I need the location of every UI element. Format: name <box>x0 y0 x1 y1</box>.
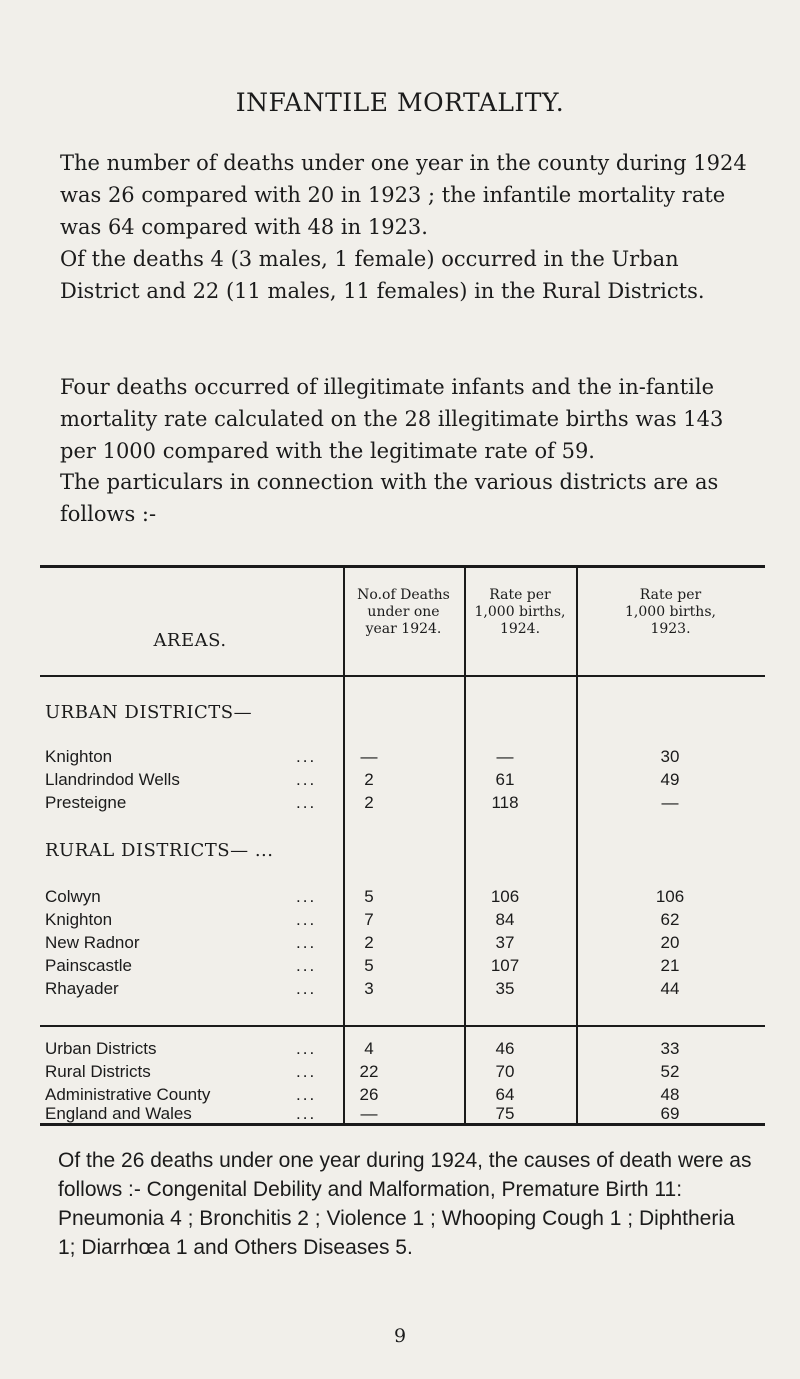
row-rate-1924: 84 <box>495 910 515 929</box>
table-row <box>45 1104 770 1126</box>
page-title: INFANTILE MORTALITY. <box>235 88 565 117</box>
row-deaths: 26 <box>359 1085 379 1104</box>
row-rate-1923: 48 <box>660 1085 680 1104</box>
row-area-name: Knighton <box>45 910 113 929</box>
header-rate-1923 <box>576 587 765 638</box>
row-rate-1923: 62 <box>660 910 680 929</box>
row-area-name: Rhayader <box>45 979 119 998</box>
row-rate-1924: 70 <box>495 1062 515 1081</box>
header-rate-1924 <box>464 587 576 638</box>
row-leader-dots: ... <box>296 793 317 812</box>
row-deaths: 5 <box>364 956 374 975</box>
row-area-name: Knighton <box>45 747 113 766</box>
header-rate-1924-line-3: 1924. <box>499 621 541 637</box>
table-row <box>45 887 770 909</box>
page-number: 9 <box>393 1325 407 1347</box>
header-areas: AREAS. <box>153 630 227 651</box>
row-deaths: 2 <box>364 793 374 812</box>
row-rate-1923: 33 <box>660 1039 680 1058</box>
table-row <box>45 1062 770 1084</box>
header-rate-1923-line-2: 1,000 births, <box>625 604 716 620</box>
row-deaths: — <box>360 747 378 766</box>
row-deaths: 2 <box>364 933 374 952</box>
paragraph-causes-of-death: Of the 26 deaths under one year during 1924, the causes of death were as follows :- Congenital Debility and Malformation, Premature Birth 11: Pneumonia 4 ; Bronchitis 2 ; Violence 1 ; Whooping Cough 1 ; Diphtheria 1; Diarrhœa 1 and Others Diseases 5. <box>58 1149 752 1259</box>
table-row <box>45 747 770 769</box>
row-deaths: 22 <box>359 1062 379 1081</box>
row-rate-1924: 64 <box>495 1085 515 1104</box>
mortality-table <box>40 565 765 1130</box>
row-leader-dots: ... <box>296 1062 317 1081</box>
row-rate-1923: 106 <box>655 887 685 906</box>
table-row <box>45 933 770 955</box>
row-rate-1924: 61 <box>495 770 515 789</box>
row-leader-dots: ... <box>296 770 317 789</box>
header-rate-1923-line-3: 1923. <box>650 621 691 637</box>
row-rate-1923: 20 <box>660 933 680 952</box>
row-rate-1923: 21 <box>660 956 680 975</box>
header-deaths-line-2: under one <box>367 604 440 620</box>
row-rate-1923: 69 <box>660 1104 680 1123</box>
row-deaths: 7 <box>364 910 374 929</box>
row-rate-1924: — <box>496 747 514 766</box>
row-deaths: — <box>360 1104 378 1123</box>
table-row <box>45 1039 770 1061</box>
header-rate-1924-line-2: 1,000 births, <box>474 604 566 620</box>
header-rate-1924-line-1: Rate per <box>489 587 551 603</box>
row-leader-dots: ... <box>296 1104 317 1123</box>
table-row <box>45 979 770 1001</box>
row-rate-1923: 30 <box>660 747 680 766</box>
row-leader-dots: ... <box>296 933 317 952</box>
table-row <box>45 910 770 932</box>
row-area-name: Rural Districts <box>45 1062 151 1081</box>
row-area-name: New Radnor <box>45 933 140 952</box>
row-area-name: Llandrindod Wells <box>45 770 180 789</box>
row-rate-1924: 107 <box>490 956 520 975</box>
row-rate-1923: 49 <box>660 770 680 789</box>
row-leader-dots: ... <box>296 956 317 975</box>
header-deaths-line-3: year 1924. <box>365 621 442 637</box>
row-rate-1924: 46 <box>495 1039 515 1058</box>
row-rate-1923: — <box>661 793 679 812</box>
row-rate-1924: 37 <box>495 933 515 952</box>
paragraph-illegitimate: Four deaths occurred of illegitimate infants and the in-fantile mortality rate calculated on the 28 illegitimate births was 143 per 1000 compared with the legitimate rate of 59. <box>60 375 724 463</box>
table-row <box>45 770 770 792</box>
header-deaths-line-1: No.of Deaths <box>357 587 450 603</box>
paragraph-deaths-summary: The number of deaths under one year in the county during 1924 was 26 compared with 20 in 1923 ; the infantile mortality rate was 64 compared with 48 in 1923. <box>60 151 747 239</box>
header-bottom-rule <box>40 675 765 677</box>
urban-districts-heading: URBAN DISTRICTS— <box>45 702 253 723</box>
paragraph-particulars: The particulars in connection with the various districts are as follows :- <box>60 470 719 526</box>
row-area-name: Presteigne <box>45 793 127 812</box>
table-row <box>45 793 770 815</box>
row-area-name: Urban Districts <box>45 1039 157 1058</box>
paragraph-urban-rural: Of the deaths 4 (3 males, 1 female) occurred in the Urban District and 22 (11 males, 11 females) in the Rural Districts. <box>60 247 705 303</box>
row-rate-1924: 75 <box>495 1104 515 1123</box>
row-leader-dots: ... <box>296 887 317 906</box>
row-leader-dots: ... <box>296 747 317 766</box>
row-rate-1924: 35 <box>495 979 515 998</box>
row-leader-dots: ... <box>296 910 317 929</box>
row-deaths: 4 <box>364 1039 374 1058</box>
row-deaths: 2 <box>364 770 374 789</box>
row-rate-1924: 106 <box>490 887 520 906</box>
header-rate-1923-line-1: Rate per <box>639 587 702 603</box>
table-row <box>45 956 770 978</box>
row-deaths: 3 <box>364 979 374 998</box>
row-area-name: Painscastle <box>45 956 132 975</box>
table-top-rule <box>40 565 765 568</box>
row-rate-1923: 52 <box>660 1062 680 1081</box>
row-rate-1924: 118 <box>491 793 519 812</box>
row-deaths: 5 <box>364 887 374 906</box>
row-area-name: England and Wales <box>45 1104 192 1123</box>
row-area-name: Administrative County <box>45 1085 211 1104</box>
row-rate-1923: 44 <box>660 979 680 998</box>
row-leader-dots: ... <box>296 1039 317 1058</box>
row-area-name: Colwyn <box>45 887 101 906</box>
rural-districts-heading: RURAL DISTRICTS— ... <box>45 840 274 861</box>
row-leader-dots: ... <box>296 1085 317 1104</box>
summary-divider-rule <box>40 1025 765 1027</box>
header-deaths <box>343 587 464 638</box>
row-leader-dots: ... <box>296 979 317 998</box>
